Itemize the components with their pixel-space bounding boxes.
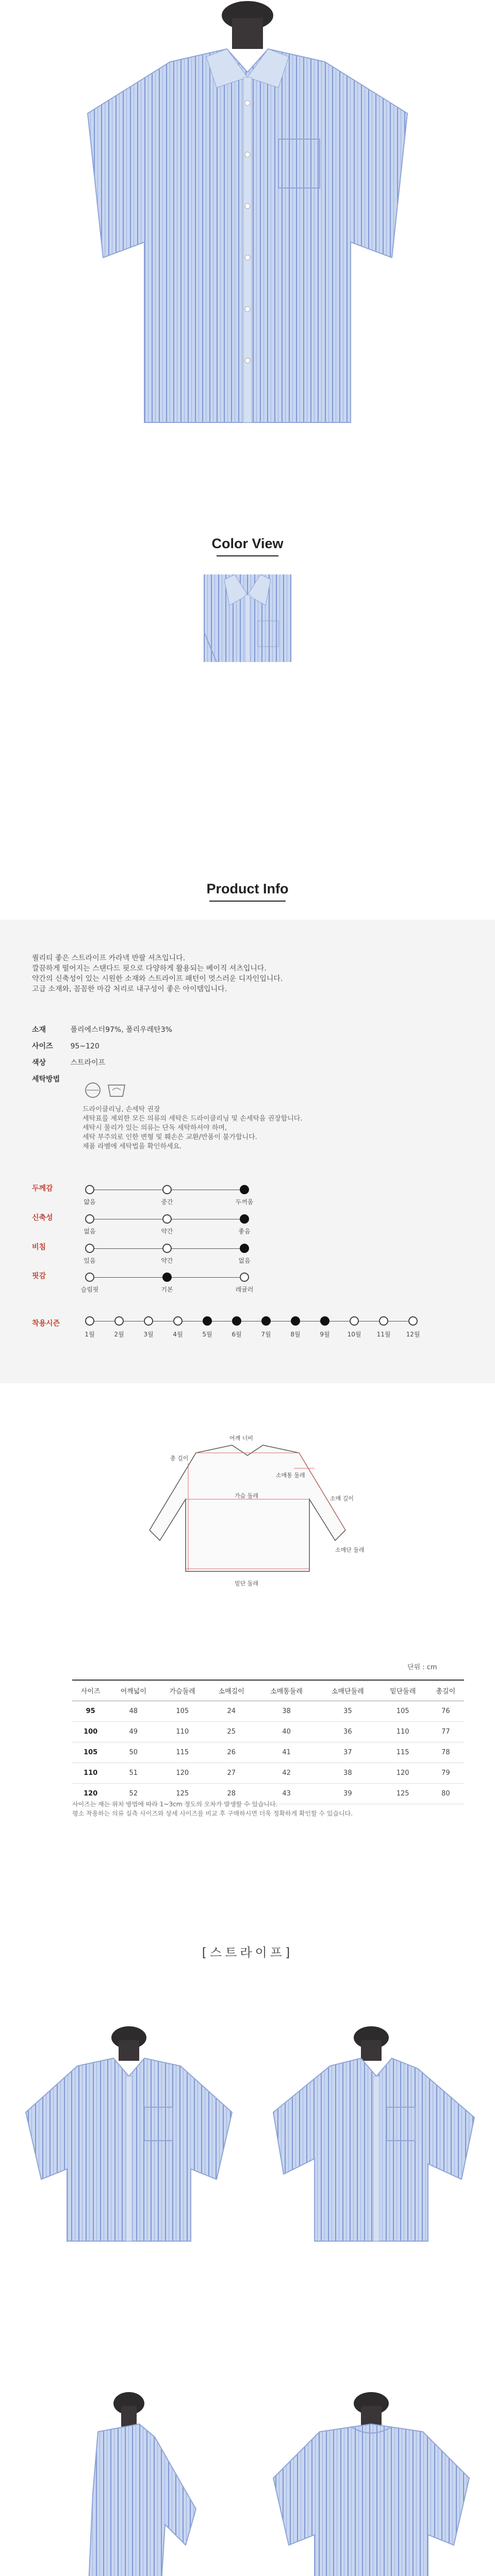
size-table-cell: 43: [256, 1783, 317, 1804]
size-table-cell: 78: [427, 1742, 464, 1762]
size-table-cell: 100: [72, 1721, 109, 1742]
size-table-cell: 120: [72, 1783, 109, 1804]
table-note-line: 평소 착용하는 의류 실측 사이즈와 상세 사이즈를 비교 후 구매하시면 더욱 정확하게 확인할 수 있습니다.: [72, 1810, 353, 1817]
size-table-cell: 42: [256, 1762, 317, 1783]
size-table-cell: 40: [256, 1721, 317, 1742]
size-table-row: [72, 1742, 464, 1762]
season-month-label: 4월: [173, 1331, 183, 1338]
season-month-label: 5월: [202, 1331, 212, 1338]
size-table-cell: 38: [317, 1762, 378, 1783]
season-month-label: 9월: [320, 1331, 330, 1338]
size-table-cell: 35: [317, 1701, 378, 1721]
scale-label: 핏감: [32, 1272, 46, 1280]
spec-color: [32, 1057, 105, 1067]
season-dot: [144, 1316, 153, 1326]
season-dot: [173, 1316, 183, 1326]
size-table: [72, 1680, 464, 1804]
size-table-header-cell: 사이즈: [72, 1680, 109, 1701]
spec-value: 폴리에스터97%, 폴리우레탄3%: [70, 1026, 172, 1034]
diag-label-hem: 밑단 둘레: [235, 1580, 259, 1587]
size-table-cell: 48: [109, 1701, 158, 1721]
scale-dot: [162, 1185, 172, 1194]
season-month-label: 1월: [85, 1331, 95, 1338]
scale-dot: [162, 1273, 172, 1282]
size-table-cell: 27: [207, 1762, 256, 1783]
size-table-header-cell: 가슴둘레: [158, 1680, 207, 1701]
season-dot: [320, 1316, 329, 1326]
season-month-label: 11월: [376, 1331, 391, 1338]
diag-label-cuff: 소매단 둘레: [335, 1547, 365, 1553]
hand-wash-icon: [108, 1085, 125, 1096]
size-table-cell: 105: [378, 1701, 427, 1721]
scale-dot: [240, 1185, 249, 1194]
spec-label: 세탁방법: [32, 1075, 60, 1083]
spec-value: 스트라이프: [70, 1059, 106, 1067]
season-dot: [291, 1316, 300, 1326]
season-month-label: 12월: [406, 1331, 420, 1338]
size-table-header-cell: 밑단둘레: [378, 1680, 427, 1701]
size-table-cell: 110: [72, 1762, 109, 1783]
spec-size: [32, 1041, 100, 1051]
size-table-cell: 76: [427, 1701, 464, 1721]
size-table-cell: 37: [317, 1742, 378, 1762]
size-table-cell: 39: [317, 1783, 378, 1804]
scale-option-label: 있음: [84, 1257, 96, 1264]
scale-option-label: 약간: [161, 1228, 173, 1235]
size-table-cell: 25: [207, 1721, 256, 1742]
size-table-cell: 110: [378, 1721, 427, 1742]
size-table-cell: 38: [256, 1701, 317, 1721]
season-month-label: 8월: [290, 1331, 301, 1338]
season-dot: [203, 1316, 212, 1326]
scale-dot: [85, 1244, 94, 1253]
size-table-cell: 125: [378, 1783, 427, 1804]
scale-dot: [240, 1273, 249, 1282]
size-table-header-cell: 어깨넓이: [109, 1680, 158, 1701]
season-month-label: 3월: [143, 1331, 154, 1338]
scale-option-label: 레귤러: [235, 1286, 254, 1293]
size-table-note: [72, 1800, 353, 1818]
scale-option-label: 얇음: [84, 1198, 96, 1206]
size-table-cell: 77: [427, 1721, 464, 1742]
spec-value: 95~120: [70, 1042, 100, 1050]
table-note-line: 사이즈는 재는 위치 방법에 따라 1~3cm 정도의 오차가 발생할 수 있습니다.: [72, 1801, 278, 1808]
scale-label: 두께감: [32, 1184, 53, 1193]
color-view-title: Color View: [211, 536, 284, 551]
scale-option-label: 두꺼움: [235, 1198, 254, 1206]
scale-dot: [162, 1214, 172, 1224]
size-table-cell: 125: [158, 1783, 207, 1804]
wash-note-line: 세탁표를 제외한 모든 의류의 세탁은 드라이클리닝 및 손세탁을 권장합니다.: [82, 1115, 303, 1123]
color-view-rule: [217, 555, 278, 556]
size-table-row: [72, 1762, 464, 1783]
wash-note-line: 세탁 부주의로 인한 변형 및 훼손은 교환/반품이 불가합니다.: [82, 1133, 257, 1141]
size-table-header-cell: 소매단둘레: [317, 1680, 378, 1701]
season-month-label: 2월: [114, 1331, 124, 1338]
dry-clean-icon: [86, 1083, 100, 1097]
scale-label: 신축성: [32, 1214, 53, 1222]
spec-label: 색상: [32, 1059, 46, 1067]
size-table-cell: 41: [256, 1742, 317, 1762]
size-table-cell: 120: [158, 1762, 207, 1783]
scale-option-label: 기본: [161, 1286, 173, 1293]
stripe-back-shirt: [268, 2391, 474, 2576]
size-table-cell: 115: [158, 1742, 207, 1762]
diag-label-sleeve-width: 소매통 둘레: [276, 1472, 305, 1479]
size-table-cell: 120: [378, 1762, 427, 1783]
scale-dot: [240, 1214, 249, 1224]
season-month-label: 7월: [261, 1331, 271, 1338]
size-table-cell: 80: [427, 1783, 464, 1804]
wash-note: [82, 1105, 303, 1151]
scale-option-label: 좋음: [238, 1228, 251, 1235]
size-table-cell: 52: [109, 1783, 158, 1804]
wash-icons: [84, 1081, 130, 1099]
size-table-header-cell: 총길이: [427, 1680, 464, 1701]
size-table-cell: 110: [158, 1721, 207, 1742]
size-table-cell: 51: [109, 1762, 158, 1783]
unit-note: 단위 : cm: [407, 1664, 437, 1671]
size-table-cell: 105: [158, 1701, 207, 1721]
season-month-label: 6월: [232, 1331, 242, 1338]
spec-label: 소재: [32, 1026, 46, 1034]
size-table-cell: 28: [207, 1783, 256, 1804]
size-table-cell: 26: [207, 1742, 256, 1762]
season-month-label: 10월: [347, 1331, 361, 1338]
scale-option-label: 중간: [161, 1198, 173, 1206]
stripe-side-shirt: [31, 2391, 227, 2576]
size-table-cell: 49: [109, 1721, 158, 1742]
season-dot: [232, 1316, 241, 1326]
intro-line: 고급 소재와, 꼼꼼한 마감 처리로 내구성이 좋은 아이템입니다.: [32, 985, 227, 993]
intro-line: 퀄리티 좋은 스트라이프 카라넥 반팔 셔츠입니다.: [32, 954, 186, 962]
season-label: 착용시즌: [32, 1319, 60, 1328]
hero-shirt-image: [0, 0, 495, 464]
size-table-header-cell: 소매통둘레: [256, 1680, 317, 1701]
scale-dot: [240, 1244, 249, 1253]
diag-label-shoulder: 어깨 너비: [229, 1435, 254, 1442]
diag-label-sleeve-length: 소매 길이: [330, 1495, 354, 1502]
season-dot: [261, 1316, 271, 1326]
size-table-cell: 95: [72, 1701, 109, 1721]
wash-note-line: 세탁시 물리가 있는 의류는 단독 세탁하셔야 하며,: [82, 1124, 227, 1132]
scale-dot: [85, 1273, 94, 1282]
size-table-cell: 36: [317, 1721, 378, 1742]
size-table-row: [72, 1701, 464, 1721]
scale-dot: [85, 1185, 94, 1194]
color-swatch-shirt: [204, 574, 291, 662]
wash-note-line: 드라이클리닝, 손세탁 권장: [82, 1106, 160, 1113]
scale-dot: [162, 1244, 172, 1253]
scale-dot: [85, 1214, 94, 1224]
product-info-rule: [209, 901, 286, 902]
size-table-cell: 105: [72, 1742, 109, 1762]
size-table-cell: 79: [427, 1762, 464, 1783]
stripe-front-shirt: [21, 2025, 237, 2246]
size-table-cell: 24: [207, 1701, 256, 1721]
season-dot: [379, 1316, 388, 1326]
intro-line: 깔끔하게 떨어지는 스탠다드 핏으로 다양하게 활용되는 베이직 셔츠입니다.: [32, 964, 267, 973]
wash-note-line: 제품 라벨에 세탁법을 확인하세요.: [82, 1143, 182, 1150]
size-table-row: [72, 1721, 464, 1742]
size-table-header: [72, 1680, 464, 1701]
product-intro: [32, 953, 444, 994]
scale-option-label: 없음: [84, 1228, 96, 1235]
stripe-angle-shirt: [263, 2025, 480, 2246]
product-info-title: Product Info: [206, 881, 289, 896]
size-table-cell: 115: [378, 1742, 427, 1762]
season-dot: [350, 1316, 359, 1326]
intro-line: 약간의 신축성이 있는 시원한 소재와 스트라이프 패턴이 멋스러운 디자인입니다.: [32, 975, 283, 983]
season-dot: [85, 1316, 94, 1326]
season-dot: [408, 1316, 418, 1326]
diag-label-chest: 가슴 둘레: [235, 1493, 259, 1499]
stripe-section-title: [스트라이프]: [202, 1945, 293, 1960]
season-dot: [114, 1316, 124, 1326]
scale-option-label: 슬림핏: [80, 1286, 99, 1293]
scale-label: 비침: [32, 1243, 46, 1251]
spec-label: 사이즈: [32, 1042, 53, 1050]
scale-option-label: 없음: [238, 1257, 251, 1264]
size-table-header-cell: 소매길이: [207, 1680, 256, 1701]
size-table-cell: 50: [109, 1742, 158, 1762]
diag-label-length: 총 길이: [170, 1455, 189, 1462]
scale-option-label: 약간: [161, 1257, 173, 1264]
spec-material: [32, 1024, 172, 1035]
spec-wash: [32, 1074, 68, 1084]
